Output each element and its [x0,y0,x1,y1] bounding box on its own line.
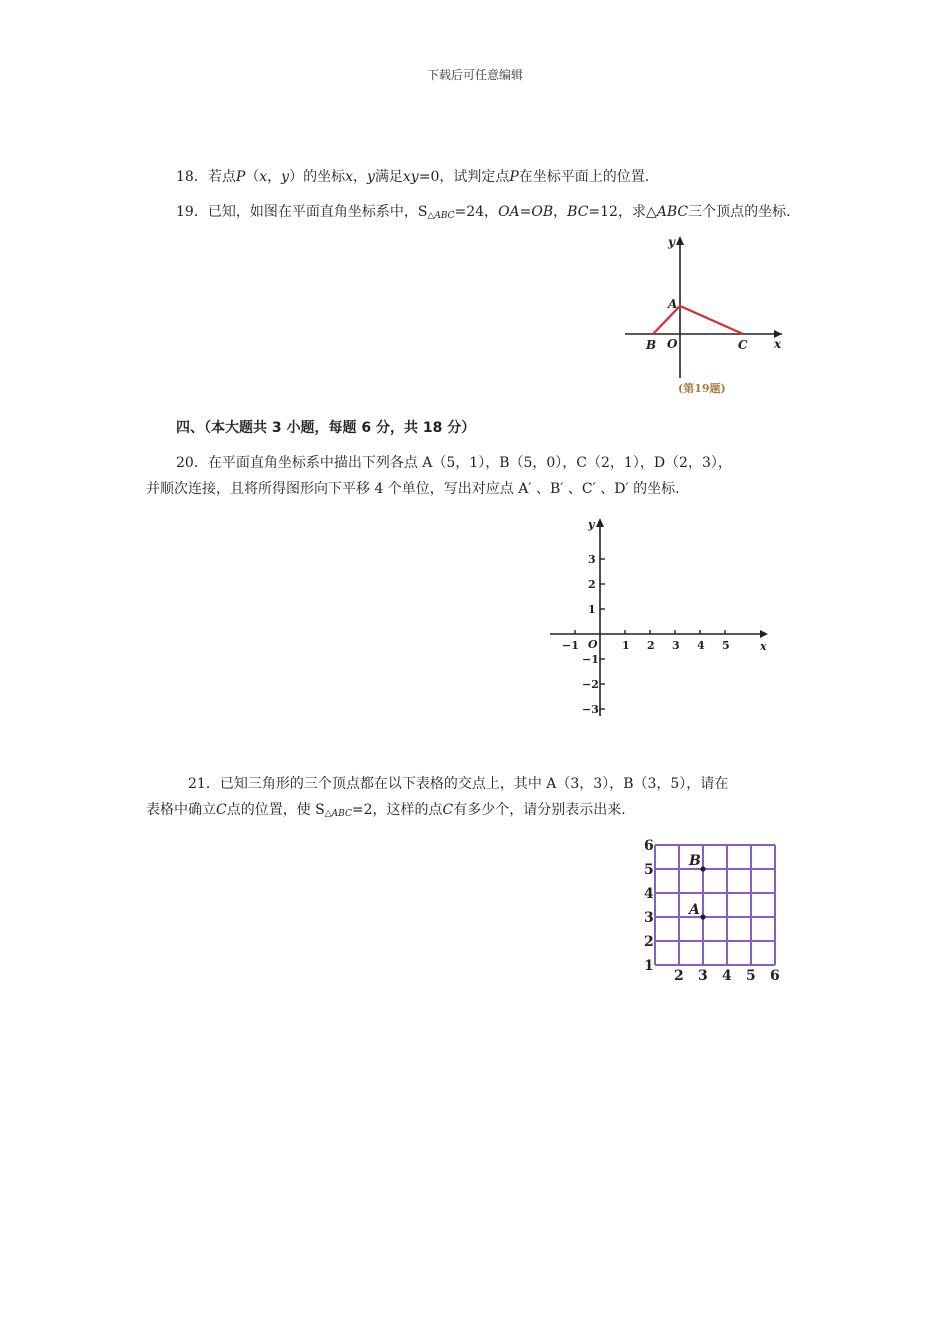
q21-row-label: 1 [644,958,654,974]
q19-seg-bc: BC [567,204,589,220]
q19-y-arrow-icon [676,236,684,245]
q20-xtick-label: 2 [647,639,655,652]
q19-text: =24， [454,204,499,220]
q19-label-y: y [668,235,675,249]
q21-text: 有多少个，请分别表示出来. [453,802,626,818]
q19-text: =12，求△ [588,204,657,220]
q19-label-b: B [646,338,657,352]
q19-seg-oa: OA [498,204,520,220]
q21-area-subscript: △ABC [324,809,352,819]
q18-number: 18． [176,169,208,185]
page-header-note: 下载后可任意编辑 [426,68,523,82]
q20-ytick-label: 3 [588,553,596,566]
q21-row-label: 5 [644,862,654,878]
q20-xtick-label: 1 [622,639,630,652]
q18-text: 满足 [374,169,403,185]
q21-col-label: 5 [746,968,756,984]
q18-text: 在坐标平面上的位置. [518,169,650,185]
q21-col-label: 6 [770,968,780,984]
q18-var-y: y [366,169,375,185]
q19-area-subscript: △ABC [427,211,455,221]
q18-var-y: y [281,169,290,185]
q19-text: = [519,204,532,220]
q18-var-p: P [235,169,246,185]
q21-col-label: 3 [698,968,708,984]
q21-point-b [700,866,705,871]
q20-ytick-label: 2 [588,578,596,591]
q21-text: 表格中确立 [146,802,216,818]
q21-row-label: 4 [644,886,654,902]
q19-label-a: A [668,297,678,311]
q21-col-label: 4 [722,968,732,984]
q21-var-c: C [442,802,454,818]
q21-col-label: 2 [674,968,684,984]
question-19 [176,201,791,227]
q21-row-label: 3 [644,910,654,926]
q19-label-o: O [667,337,678,351]
q18-var-x: x [345,169,353,185]
q21-label-b: B [689,853,701,869]
q18-var-xy: xy [402,169,419,185]
q19-text: 已知，如图在平面直角坐标系中，S [207,204,428,220]
q20-x-arrow-icon [760,630,768,638]
q20-ytick-label: −1 [582,653,599,666]
q20-ytick-label: −3 [582,703,599,716]
q19-label-c: C [738,338,748,352]
q19-triangle-sides [653,306,743,334]
q18-text: 若点 [207,169,236,185]
q20-xtick-label: 3 [672,639,680,652]
q19-number: 19． [176,204,208,220]
q18-text: （ [245,169,260,185]
q20-ytick-label: 1 [588,603,596,616]
q21-row-label: 2 [644,934,654,950]
q18-text: ）的坐标 [289,169,346,185]
q20-y-arrow-icon [596,518,604,527]
q21-figure [636,834,796,986]
q19-text: 三个顶点的坐标. [688,204,791,220]
q20-label-x: x [760,640,767,653]
q18-var-p: P [509,169,519,185]
q20-xtick-label: 4 [697,639,705,652]
q19-figure [610,228,800,398]
q21-row-label: 6 [644,838,654,854]
q18-text: ， [267,169,282,185]
q20-xtick-label: −1 [562,639,579,652]
question-21-line-2 [146,799,626,825]
q18-text: ， [352,169,367,185]
q20-figure [544,510,780,724]
q18-var-x: x [259,169,268,185]
question-20-line-1: 20．在平面直角坐标系中描出下列各点 A（5，1），B（5，0），C（2，1），D（2，3）， [176,455,732,471]
q21-point-a [700,914,705,919]
question-21-line-1: 21．已知三角形的三个顶点都在以下表格的交点上，其中 A（3，3），B（3，5），请在 [188,776,729,792]
q19-caption: (第19题) [678,382,726,395]
question-20-line-2: 并顺次连接，且将所得图形向下平移 4 个单位，写出对应点 A′ 、B′ 、C′ 、D′ 的坐标. [146,481,680,497]
q19-seg-ob: OB [531,204,554,220]
q21-label-a: A [689,902,700,918]
section-4-title: 四、（本大题共 3 小题，每题 6 分，共 18 分） [176,420,476,436]
q21-text: =2，这样的点 [351,802,443,818]
q19-triangle-name: ABC [656,204,689,220]
q20-label-y: y [588,518,595,531]
q21-var-c: C [216,802,227,818]
q19-label-x: x [774,337,782,351]
q20-label-o: O [588,638,598,651]
question-18 [176,166,649,188]
q18-text: =0，试判定点 [418,169,510,185]
q21-text: 点的位置，使 S [226,802,325,818]
q19-text: ， [553,204,568,220]
q20-xtick-label: 5 [722,639,730,652]
q20-ytick-label: −2 [582,678,599,691]
